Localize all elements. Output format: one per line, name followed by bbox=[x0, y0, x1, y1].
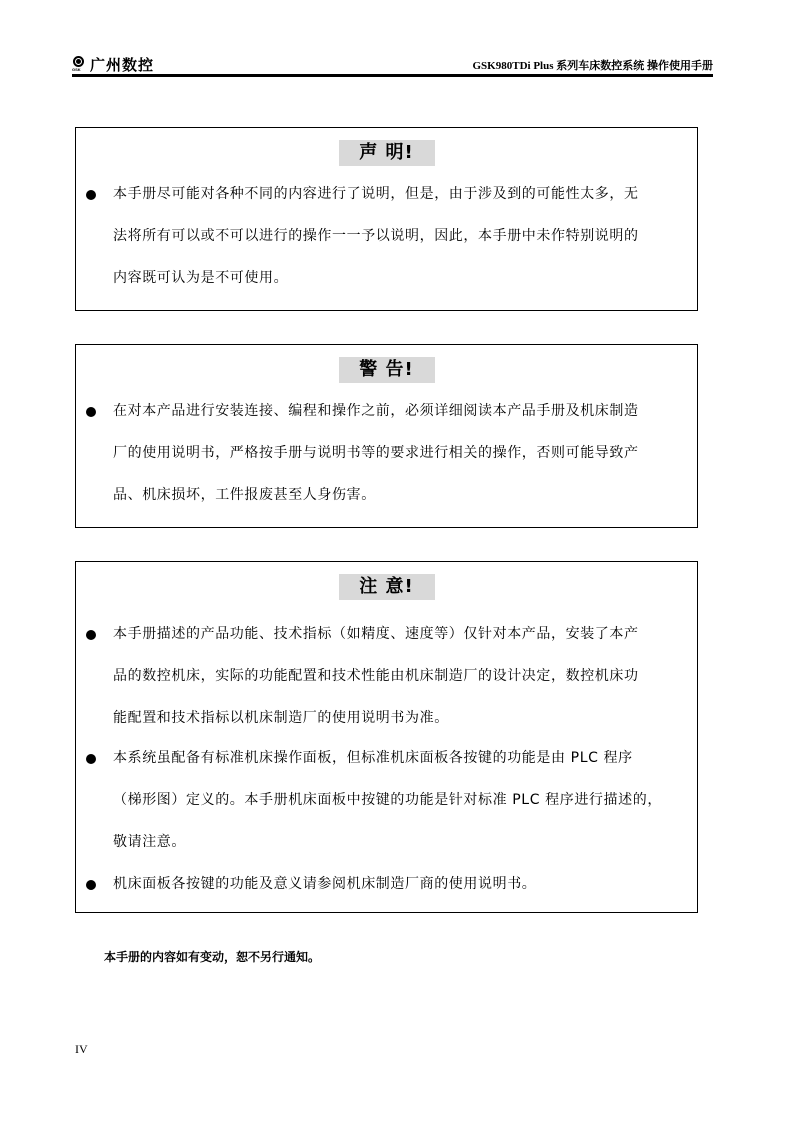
declaration-title: 声 明! bbox=[339, 140, 435, 166]
paragraph-line: 敬请注意。 bbox=[113, 834, 186, 850]
bullet-icon bbox=[86, 190, 96, 200]
logo-text: 广州数控 bbox=[90, 55, 155, 74]
declaration-box bbox=[75, 127, 698, 311]
paragraph-line: 内容既可认为是不可使用。 bbox=[113, 270, 289, 286]
bullet-icon bbox=[86, 880, 96, 890]
paragraph-line: 品、机床损坏，工件报废甚至人身伤害。 bbox=[113, 487, 376, 503]
paragraph-line: 厂的使用说明书，严格按手册与说明书等的要求进行相关的操作，否则可能导致产 bbox=[113, 445, 639, 461]
paragraph-line: 本手册描述的产品功能、技术指标（如精度、速度等）仅针对本产品，安装了本产 bbox=[113, 626, 639, 642]
page-number: IV bbox=[75, 1042, 88, 1056]
paragraph-line: 法将所有可以或不可以进行的操作一一予以说明，因此，本手册中未作特别说明的 bbox=[113, 228, 639, 244]
bullet-icon bbox=[86, 407, 96, 417]
paragraph-line: 本手册尽可能对各种不同的内容进行了说明，但是，由于涉及到的可能性太多，无 bbox=[113, 186, 639, 202]
paragraph-line: 本系统虽配备有标准机床操作面板，但标准机床面板各按键的功能是由 PLC 程序 bbox=[113, 750, 633, 766]
bullet-icon bbox=[86, 630, 96, 640]
paragraph-line: 品的数控机床，实际的功能配置和技术性能由机床制造厂的设计决定，数控机床功 bbox=[113, 668, 639, 684]
header-divider bbox=[72, 74, 713, 77]
warning-box bbox=[75, 344, 698, 528]
caution-box bbox=[75, 561, 698, 913]
bullet-icon bbox=[86, 754, 96, 764]
caution-title: 注 意! bbox=[339, 574, 435, 600]
company-logo bbox=[72, 54, 154, 74]
paragraph-line: 在对本产品进行安装连接、编程和操作之前，必须详细阅读本产品手册及机床制造 bbox=[113, 403, 639, 419]
logo-icon: GSK bbox=[72, 56, 88, 72]
change-notice: 本手册的内容如有变动，恕不另行通知。 bbox=[104, 950, 321, 964]
page-header bbox=[72, 52, 713, 76]
paragraph-line: 机床面板各按键的功能及意义请参阅机床制造厂商的使用说明书。 bbox=[113, 876, 537, 892]
warning-title: 警 告! bbox=[339, 357, 435, 383]
manual-title: GSK980TDi Plus 系列车床数控系统 操作使用手册 bbox=[472, 60, 713, 72]
paragraph-line: （梯形图）定义的。本手册机床面板中按键的功能是针对标准 PLC 程序进行描述的， bbox=[113, 792, 662, 808]
paragraph-line: 能配置和技术指标以机床制造厂的使用说明书为准。 bbox=[113, 710, 449, 726]
